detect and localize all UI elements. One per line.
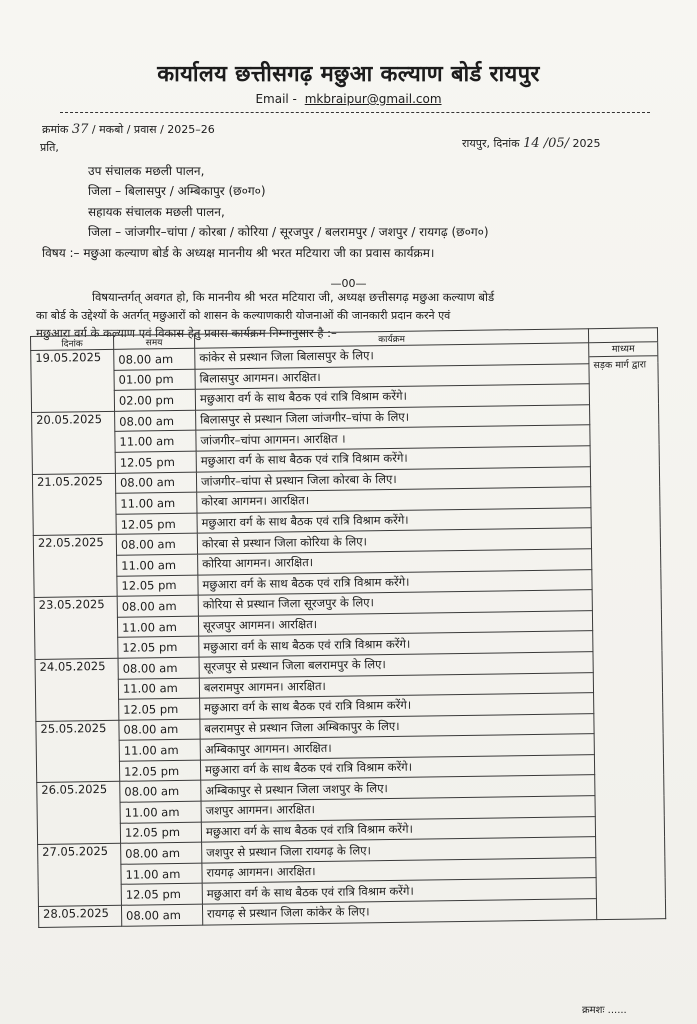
email-line — [0, 92, 697, 106]
time-cell: 12.05 pm — [120, 822, 201, 844]
programme-cell: रायगढ़ आगमन। आरक्षित। — [202, 857, 596, 883]
time-cell: 11.00 am — [117, 616, 198, 638]
date-cell: 27.05.2025 — [38, 844, 122, 907]
programme-cell: सूरजपुर से प्रस्थान जिला बलरामपुर के लिए। — [199, 652, 593, 678]
header-time: समय — [113, 334, 194, 349]
programme-cell: मछुआरा वर्ग के साथ बैठक एवं रात्रि विश्राम करेंगे। — [202, 878, 596, 904]
programme-cell: कोरबा से प्रस्थान जिला कोरिया के लिए। — [197, 528, 591, 554]
time-cell: 08.00 am — [121, 904, 202, 926]
prati-label: प्रति, — [40, 141, 59, 154]
programme-cell: जांजगीर–चांपा आगमन। आरक्षित । — [196, 425, 590, 451]
header-date: दिनांक — [31, 335, 114, 350]
programme-cell: मछुआरा वर्ग के साथ बैठक एवं रात्रि विश्राम करेंगे। — [200, 755, 594, 781]
reference-number — [42, 122, 215, 137]
section-divider: —00— — [330, 277, 367, 290]
handwritten-date: 14 /05/ — [523, 136, 570, 151]
programme-cell: कांकेर से प्रस्थान जिला बिलासपुर के लिए। — [195, 343, 589, 369]
place-date — [462, 136, 601, 151]
programme-cell: मछुआरा वर्ग के साथ बैठक एवं रात्रि विश्राम करेंगे। — [195, 384, 589, 410]
time-cell: 08.00 am — [115, 472, 196, 494]
date-cell: 24.05.2025 — [35, 658, 119, 721]
schedule-table — [30, 327, 666, 927]
time-cell: 08.00 am — [121, 842, 202, 864]
time-cell: 12.05 pm — [117, 575, 198, 597]
programme-cell: कोरिया आगमन। आरक्षित। — [198, 549, 592, 575]
programme-cell: जशपुर आगमन। आरक्षित। — [201, 796, 595, 822]
programme-cell: जशपुर से प्रस्थान जिला रायगढ़ के लिए। — [202, 837, 596, 863]
time-cell: 12.05 pm — [121, 884, 202, 906]
schedule-body — [31, 342, 666, 927]
body-line: का बोर्ड के उद्देश्यों के अतर्गत् मछुआरों को शासन के कल्याणकारी योजनाओं की जानकारी प्रदान करने एवं — [36, 309, 451, 322]
time-cell: 12.05 pm — [119, 698, 200, 720]
kramank-number: 37 — [71, 122, 89, 137]
programme-cell: अम्बिकापुर से प्रस्थान जिला जशपुर के लिए। — [201, 775, 595, 801]
programme-cell: जांजगीर–चांपा से प्रस्थान जिला कोरबा के लिए। — [196, 466, 590, 492]
time-cell: 08.00 am — [116, 534, 197, 556]
date-cell: 21.05.2025 — [32, 473, 116, 536]
date-cell: 26.05.2025 — [37, 782, 121, 845]
time-cell: 08.00 am — [119, 719, 200, 741]
time-cell: 08.00 am — [120, 781, 201, 803]
header-medium: माध्यम — [589, 342, 657, 357]
body-line: मछुआरा वर्ग के कल्याण एवं विकास हेतु प्रवास कार्यक्रम निम्नानुसार है :– — [36, 326, 337, 340]
programme-cell: बलरामपुर आगमन। आरक्षित। — [199, 672, 593, 698]
kramank-label: क्रमांक — [42, 123, 69, 136]
date-year: 2025 — [572, 137, 601, 150]
medium-cell — [589, 342, 666, 920]
addressee-line: उप संचालक मछली पालन, — [88, 164, 205, 178]
programme-cell: अम्बिकापुर आगमन। आरक्षित। — [200, 734, 594, 760]
date-cell: 19.05.2025 — [31, 349, 115, 412]
addressee-line: जिला – बिलासपुर / अम्बिकापुर (छ०ग०) — [88, 184, 266, 198]
time-cell: 08.00 am — [118, 657, 199, 679]
header-rule — [60, 112, 650, 113]
time-cell: 11.00 am — [121, 863, 202, 885]
programme-cell: मछुआरा वर्ग के साथ बैठक एवं रात्रि विश्राम करेंगे। — [199, 631, 593, 657]
office-title: कार्यालय छत्तीसगढ़ मछुआ कल्याण बोर्ड रायपुर — [157, 62, 540, 87]
programme-cell: बलरामपुर से प्रस्थान जिला अम्बिकापुर के लिए। — [200, 713, 594, 739]
email-label: Email - — [255, 92, 297, 106]
kramank-rest: / मकबो / प्रवास / 2025–26 — [91, 123, 215, 136]
programme-cell: कोरबा आगमन। आरक्षित। — [197, 487, 591, 513]
time-cell: 08.00 am — [117, 595, 198, 617]
time-cell: 11.00 am — [117, 554, 198, 576]
time-cell: 11.00 am — [118, 678, 199, 700]
time-cell: 01.00 pm — [114, 369, 195, 391]
date-cell: 22.05.2025 — [33, 535, 117, 598]
time-cell: 11.00 am — [115, 431, 196, 453]
programme-cell: कोरिया से प्रस्थान जिला सूरजपुर के लिए। — [198, 590, 592, 616]
time-cell: 12.05 pm — [116, 513, 197, 535]
time-cell: 12.05 pm — [118, 636, 199, 658]
subject-line: विषय :– मछुआ कल्याण बोर्ड के अध्यक्ष माननीय श्री भरत मटियारा जी का प्रवास कार्यक्रम। — [42, 246, 435, 260]
time-cell: 11.00 am — [116, 492, 197, 514]
programme-cell: मछुआरा वर्ग के साथ बैठक एवं रात्रि विश्राम करेंगे। — [197, 507, 591, 533]
time-cell: 11.00 am — [120, 801, 201, 823]
programme-cell: मछुआरा वर्ग के साथ बैठक एवं रात्रि विश्राम करेंगे। — [196, 446, 590, 472]
addressee-line: जिला – जांजगीर–चांपा / कोरबा / कोरिया / सूरजपुर / बलरामपुर / जशपुर / रायगढ़ (छ०ग०) — [88, 225, 489, 239]
body-line: विषयान्तर्गत् अवगत हो, कि माननीय श्री भरत मटियारा जी, अध्यक्ष छत्तीसगढ़ मछुआ कल्याण बोर्ड — [92, 290, 495, 304]
programme-cell: मछुआरा वर्ग के साथ बैठक एवं रात्रि विश्राम करेंगे। — [201, 816, 595, 842]
header-programme: कार्यक्रम — [194, 329, 588, 348]
programme-cell: बिलासपुर से प्रस्थान जिला जांजगीर–चांपा के लिए। — [196, 404, 590, 430]
date-cell: 20.05.2025 — [32, 411, 116, 474]
programme-cell: मछुआरा वर्ग के साथ बैठक एवं रात्रि विश्राम करेंगे। — [198, 569, 592, 595]
continued-note: क्रमशः ...... — [582, 1005, 627, 1016]
time-cell: 12.05 pm — [119, 760, 200, 782]
date-cell: 28.05.2025 — [38, 905, 121, 927]
time-cell: 02.00 pm — [114, 389, 195, 411]
medium-value: सड़क मार्ग द्वारा — [593, 359, 647, 372]
time-cell: 08.00 am — [115, 410, 196, 432]
time-cell: 12.05 pm — [115, 451, 196, 473]
header-medium-blank — [588, 328, 657, 343]
time-cell: 08.00 am — [114, 348, 195, 370]
programme-cell: बिलासपुर आगमन। आरक्षित। — [195, 363, 589, 389]
programme-cell: सूरजपुर आगमन। आरक्षित। — [198, 610, 592, 636]
date-cell: 23.05.2025 — [34, 596, 118, 659]
addressee-line: सहायक संचालक मछली पालन, — [88, 205, 225, 219]
date-cell: 25.05.2025 — [36, 720, 120, 783]
email-address[interactable]: mkbraipur@gmail.com — [304, 92, 442, 106]
place-date-label: रायपुर, दिनांक — [462, 137, 520, 150]
programme-cell: मछुआरा वर्ग के साथ बैठक एवं रात्रि विश्राम करेंगे। — [200, 693, 594, 719]
programme-cell: रायगढ़ से प्रस्थान जिला कांकेर के लिए। — [202, 899, 596, 925]
time-cell: 11.00 am — [119, 739, 200, 761]
